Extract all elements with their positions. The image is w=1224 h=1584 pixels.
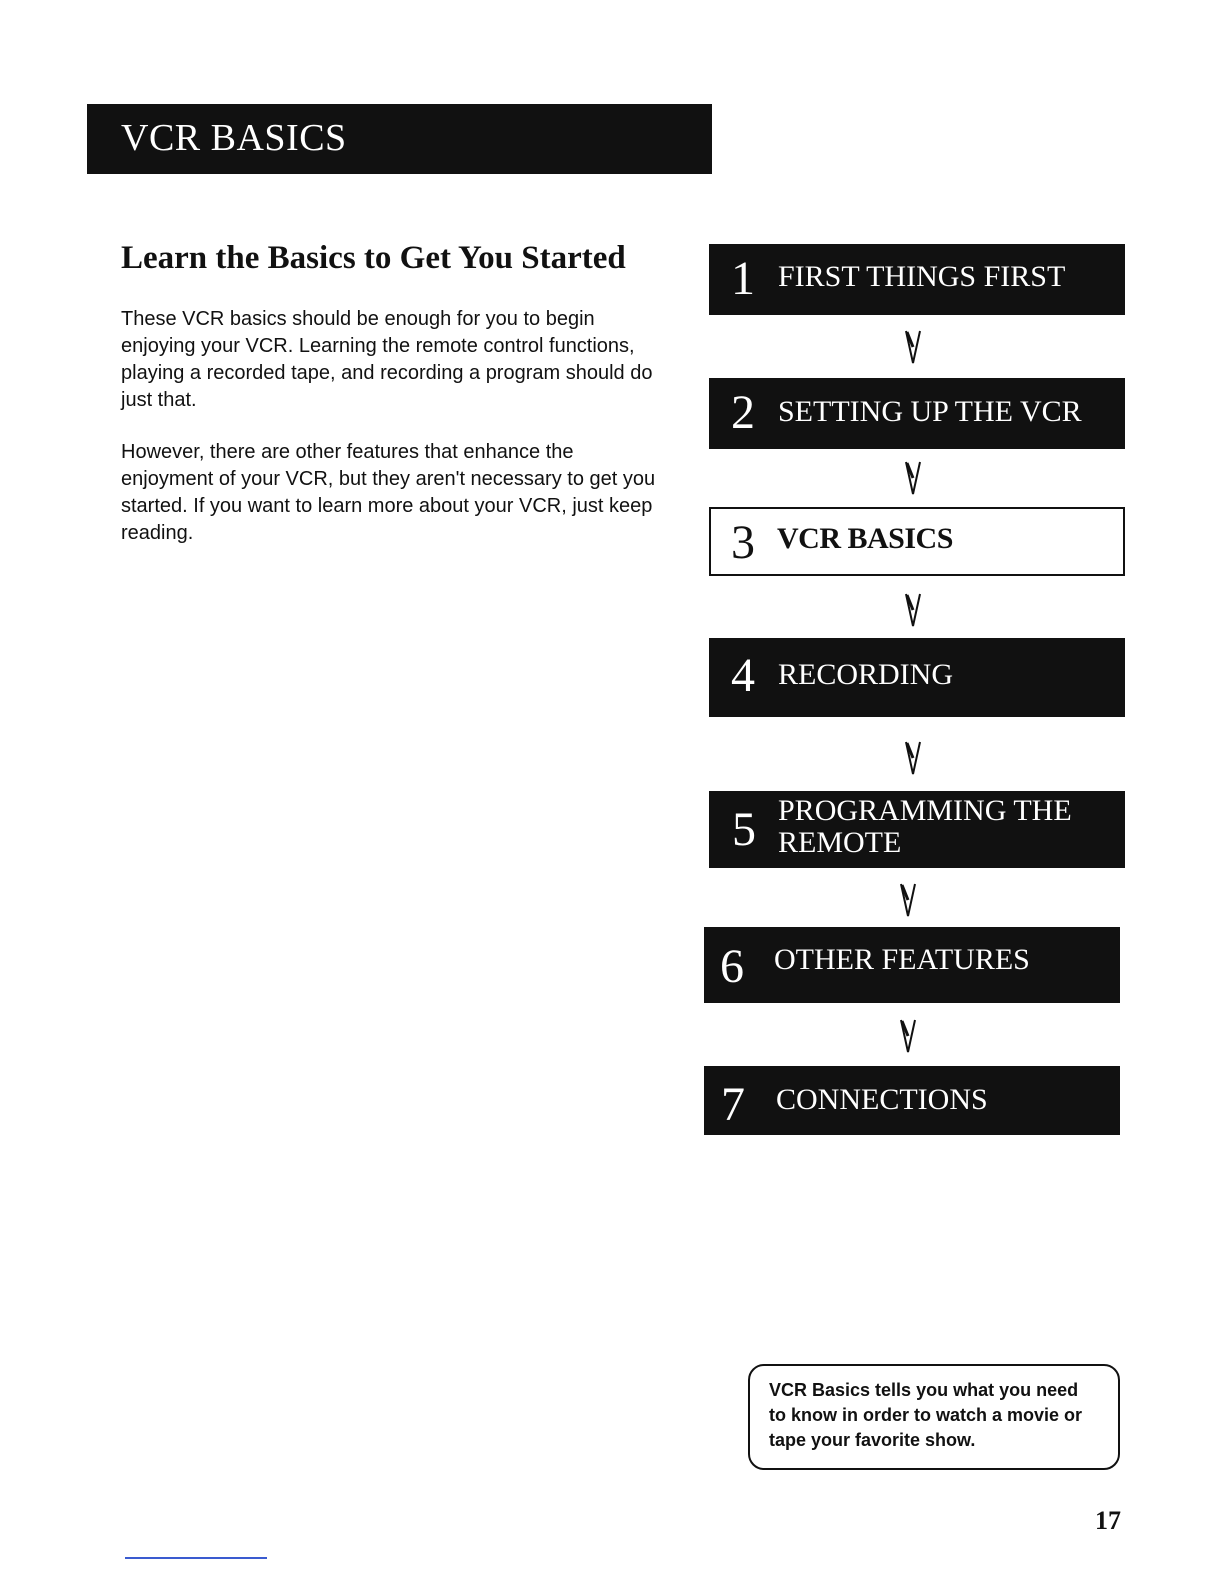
features-paragraph: However, there are other features that enhance the enjoyment of your VCR, but they aren't necessary to get you started. If you want to learn more about your VCR, just keep reading. (121, 441, 656, 544)
roadmap-step-4 (709, 638, 1125, 717)
step-label: FIRST THINGS FIRST (778, 260, 1066, 293)
step-label: PROGRAMMING THE REMOTE (778, 794, 1072, 859)
step-number: 2 (731, 386, 755, 439)
roadmap-step-2 (709, 378, 1125, 449)
step-label: VCR BASICS (777, 522, 953, 555)
page-number: 17 (1095, 1506, 1121, 1535)
step-number: 3 (731, 516, 755, 569)
side-note-text: VCR Basics tells you what you need to know in order to watch a movie or tape your favorite show. (769, 1380, 1083, 1450)
step-number: 7 (721, 1078, 745, 1131)
roadmap-step-5 (709, 791, 1125, 868)
roadmap-step-3-current (709, 507, 1125, 576)
down-arrow-icon (905, 592, 921, 628)
step-number: 5 (732, 803, 756, 856)
down-arrow-icon (905, 329, 921, 365)
down-arrow-icon (900, 882, 916, 918)
down-arrow-icon (905, 740, 921, 776)
step-label: SETTING UP THE VCR (778, 395, 1082, 428)
down-arrow-icon (900, 1018, 916, 1054)
step-number: 4 (731, 649, 755, 702)
chapter-header-bar (87, 104, 712, 174)
side-note-callout (748, 1364, 1120, 1470)
down-arrow-icon (905, 460, 921, 496)
intro-paragraph: These VCR basics should be enough for you to begin enjoying your VCR. Learning the remote control functions, playing a recorded tape, and recording a program should do just that. (121, 308, 653, 411)
chapter-title: VCR BASICS (121, 117, 347, 159)
roadmap-step-7 (704, 1066, 1120, 1135)
roadmap-step-6 (704, 927, 1120, 1003)
roadmap-step-1 (709, 244, 1125, 315)
step-label: CONNECTIONS (776, 1083, 988, 1116)
bottom-rule (125, 1557, 267, 1559)
step-label: OTHER FEATURES (774, 943, 1030, 976)
section-heading: Learn the Basics to Get You Started (121, 240, 626, 276)
step-label: RECORDING (778, 658, 954, 691)
step-number: 1 (731, 252, 755, 305)
step-number: 6 (720, 940, 744, 993)
